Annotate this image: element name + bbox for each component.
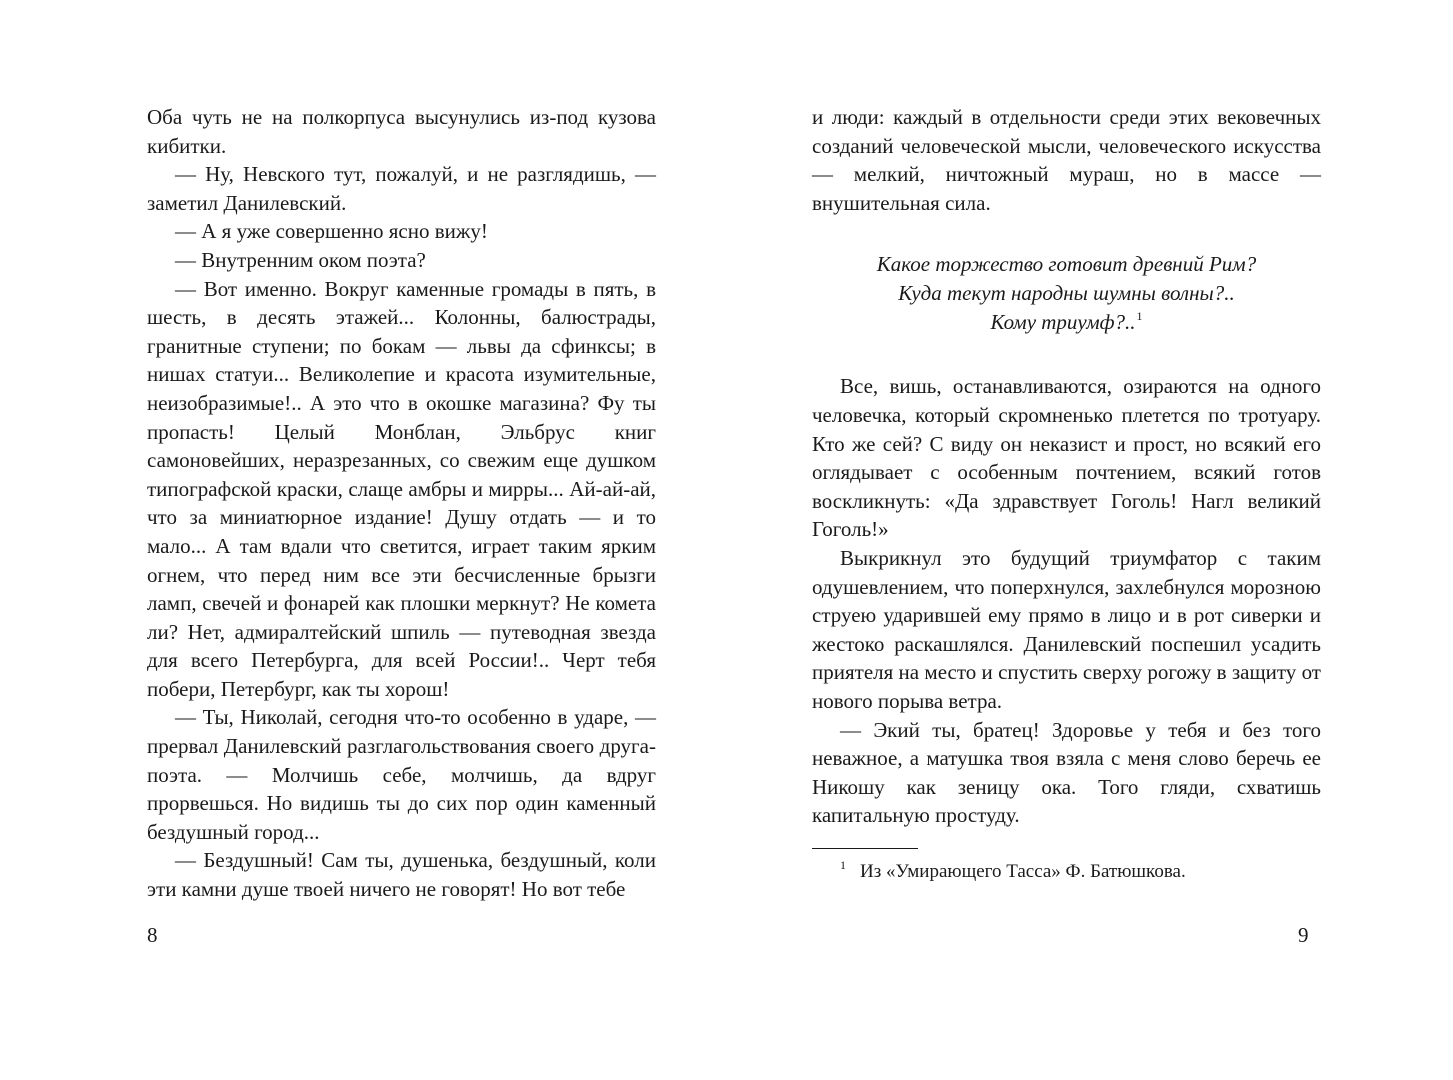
footnote-reference: 1 — [1136, 309, 1143, 324]
paragraph: — Вот именно. Вокруг каменные громады в пять, в шесть, в десять этажей... Колонны, балюстрады, гранитные ступени; по бокам — львы да сфинксы; в нишах статуи... Великолепие и красота изумительные, неизобразимые!.. А это что в окошке магазина? Фу ты пропасть! Целый Монблан, Эльбрус книг самоновейших, неразрезанных, со свежим еще душком типографской краски, слаще амбры и мирры... Ай-ай-ай, что за миниатюрное издание! Душу отдать — и то мало... А там вдали что светится, играет таким ярким огнем, что перед ним все эти бесчисленные брызги ламп, свечей и фонарей как плошки меркнут? Не комета ли? Нет, адмиралтейский шпиль — путеводная звезда для всего Петербурга, для всей России!.. Черт тебя побери, Петербург, как ты хорош! — [147, 276, 656, 701]
paragraph: Все, вишь, останавливаются, озираются на одного человечка, который скромненько плетется по тротуару. Кто же сей? С виду он неказист и прост, но всякий его оглядывает с особенным почтением, всякий готов воскликнуть: «Да здравствует Гоголь! Нагл великий Гоголь!» — [812, 374, 1321, 542]
paragraph: — Внутренним оком поэта? — [175, 247, 426, 272]
footnote-text: Из «Умирающего Тасса» Ф. Батюшкова. — [860, 860, 1186, 882]
left-page-text — [147, 103, 656, 904]
footnote — [812, 859, 1321, 885]
verse-line: Куда текут народны шумны волны?.. — [898, 281, 1235, 306]
footnote-divider — [812, 848, 918, 849]
paragraph: Оба чуть не на полкорпуса высунулись из-под кузова кибитки. — [147, 105, 656, 158]
left-page — [0, 0, 726, 1080]
paragraph: — Ну, Невского тут, пожалуй, и не разглядишь, — заметил Данилевский. — [147, 162, 656, 215]
paragraph: Выкрикнул это будущий триумфатор с таким одушевлением, что поперхнулся, захлебнулся морозною струею ударившей ему прямо в лицо и в рот сиверки и жестоко раскашлялся. Данилевский поспешил усадить приятеля на место и спустить сверху рогожу в защиту от нового порыва ветра. — [812, 545, 1321, 713]
verse-line-text: Кому триумф?.. — [990, 310, 1136, 335]
page-number-left: 8 — [147, 923, 158, 947]
verse-quote — [812, 250, 1321, 337]
verse-line-last — [812, 308, 1321, 337]
paragraph: — А я уже совершенно ясно вижу! — [175, 219, 488, 244]
paragraph: — Бездушный! Сам ты, душенька, бездушный, коли эти камни душе твоей ничего не говорят! Но вот тебе — [147, 848, 656, 902]
page-number-right: 9 — [1298, 923, 1309, 947]
footnote-mark: 1 — [840, 857, 846, 872]
paragraph: — Ты, Николай, сегодня что-то особенно в ударе, — прервал Данилевский разглагольствования своего друга-поэта. — Молчишь себе, молчишь, да вдруг прорвешься. Но видишь ты до сих пор один каменный бездушный город... — [147, 705, 656, 844]
right-page — [727, 0, 1453, 1080]
verse-line: Какое торжество готовит древний Рим? — [876, 252, 1257, 277]
paragraph: — Экий ты, братец! Здоровье у тебя и без того неважное, а матушка твоя взяла с меня слово беречь ее Никошу как зеницу ока. Того гляди, схватишь капитальную простуду. — [812, 717, 1321, 828]
paragraph: и люди: каждый в отдельности среди этих вековечных созданий человеческой мысли, человеческого искусства — мелкий, ничтожный мураш, но в массе — внушительная сила. — [812, 105, 1321, 215]
right-page-text — [812, 103, 1321, 885]
